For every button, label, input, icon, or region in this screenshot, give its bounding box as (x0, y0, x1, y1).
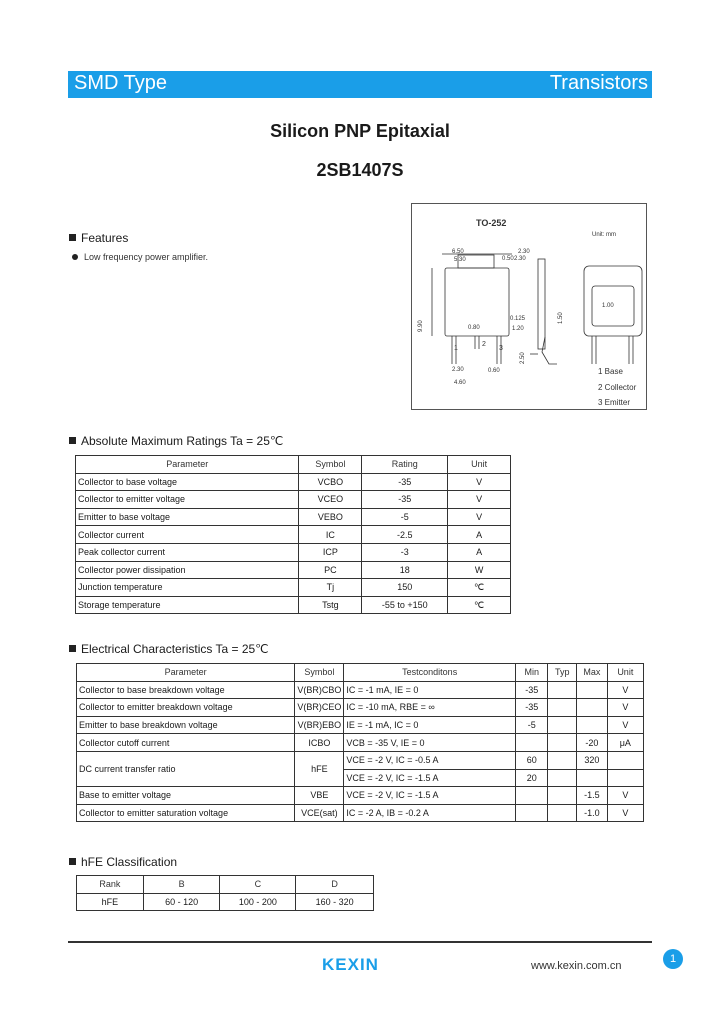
bullet-square-icon (69, 645, 76, 652)
kexin-logo: KEXIN (322, 955, 379, 974)
table-row: Junction temperature Tj 150 ℃ (76, 579, 511, 597)
table-header-row: Parameter Symbol Testconditons Min Typ Max Unit (77, 664, 644, 682)
dim-label: 9.90 (418, 320, 424, 332)
title-line1: Silicon PNP Epitaxial (270, 121, 450, 141)
package-diagram (411, 203, 647, 410)
dim-label: 0.60 (488, 368, 500, 374)
title-line2: 2SB1407S (316, 160, 404, 180)
dim-label: 2.30 (514, 256, 526, 262)
elec-table (76, 663, 644, 822)
bullet-square-icon (69, 234, 76, 241)
table-row: Collector power dissipation PC 18 W (76, 561, 511, 579)
header-left: SMD Type (74, 72, 167, 94)
header-banner (68, 71, 652, 98)
dim-label: 1.00 (602, 303, 614, 309)
table-row: Emitter to base voltage VEBO -5 V (76, 508, 511, 526)
table-row: VCE = -2 V, IC = -1.5 A 20 (77, 769, 644, 787)
table-row: hFE 60 - 120 100 - 200 160 - 320 (77, 893, 374, 911)
header-right: Transistors (549, 72, 648, 94)
page-number: 1 (663, 949, 683, 969)
abs-max-table (75, 455, 511, 614)
pin-label: 1 Base (598, 367, 623, 376)
table-row: Peak collector current ICP -3 A (76, 543, 511, 561)
dim-label: 0.50 (502, 256, 514, 262)
dim-label: 2.30 (518, 249, 530, 255)
package-unit: Unit: mm (592, 232, 616, 238)
package-name: TO-252 (476, 218, 507, 228)
dim-label: 6.50 (452, 249, 464, 255)
pin-number: 1 (454, 345, 458, 352)
abs-max-heading: Absolute Maximum Ratings Ta = 25℃ (69, 434, 283, 448)
dim-label: 2.30 (452, 367, 464, 373)
hfe-table (76, 875, 374, 911)
elec-heading: Electrical Characteristics Ta = 25℃ (69, 642, 269, 656)
back-view-drawing (584, 266, 642, 364)
bullet-square-icon (69, 858, 76, 865)
table-row: Base to emitter voltage VBE VCE = -2 V, IC = -1.5 A -1.5 V (77, 787, 644, 805)
side-view-drawing (530, 259, 557, 364)
hfe-heading: hFE Classification (69, 855, 177, 869)
table-row: Emitter to base breakdown voltage V(BR)EBO IE = -1 mA, IC = 0 -5 V (77, 716, 644, 734)
table-row: Collector current IC -2.5 A (76, 526, 511, 544)
dim-label: 0.125 (510, 316, 526, 322)
dim-label: 2.50 (520, 352, 526, 364)
features-heading: Features (69, 231, 128, 245)
pin-label: 2 Collector (598, 383, 637, 392)
bullet-square-icon (69, 437, 76, 444)
dim-label: 1.50 (558, 312, 564, 324)
table-header-row: Parameter Symbol Rating Unit (76, 456, 511, 474)
footer-url[interactable]: www.kexin.com.cn (531, 960, 622, 972)
table-row: Collector to emitter breakdown voltage V(BR)CEO IC = -10 mA, RBE = ∞ -35 V (77, 699, 644, 717)
dim-label: 4.60 (454, 380, 466, 386)
table-row: Collector to base voltage VCBO -35 V (76, 473, 511, 491)
dim-label: 5.30 (454, 257, 466, 263)
footer-divider (68, 941, 652, 943)
pin-number: 3 (499, 345, 503, 352)
table-header-row: Rank B C D (77, 876, 374, 894)
dim-label: 1.20 (512, 326, 524, 332)
table-row: DC current transfer ratio hFE VCE = -2 V, IC = -0.5 A 60 320 (77, 751, 644, 769)
table-row: Collector cutoff current ICBO VCB = -35 V, IE = 0 -20 μA (77, 734, 644, 752)
feature-item: Low frequency power amplifier. (72, 252, 208, 262)
table-row: Collector to emitter voltage VCEO -35 V (76, 491, 511, 509)
table-row: Collector to base breakdown voltage V(BR)CBO IC = -1 mA, IE = 0 -35 V (77, 681, 644, 699)
table-row: Storage temperature Tstg -55 to +150 ℃ (76, 596, 511, 614)
pin-label: 3 Emitter (598, 398, 631, 407)
pin-number: 2 (482, 341, 486, 348)
table-row: Collector to emitter saturation voltage VCE(sat) IC = -2 A, IB = -0.2 A -1.0 V (77, 804, 644, 822)
dim-label: 0.80 (468, 325, 480, 331)
bullet-dot-icon (72, 254, 78, 260)
